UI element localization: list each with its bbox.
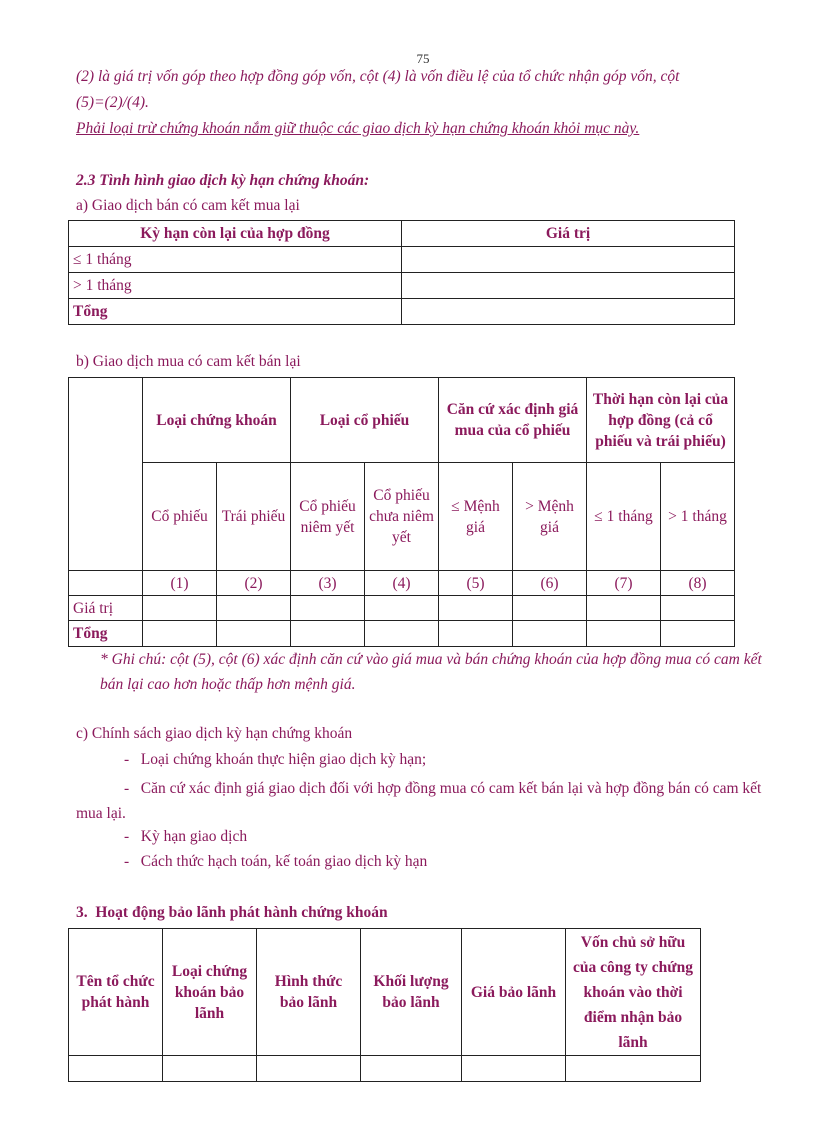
- table-b-row-total: Tổng: [69, 621, 143, 647]
- underwriting-header: Tên tổ chức phát hành: [69, 929, 163, 1056]
- bullet-dash: -: [124, 853, 130, 870]
- table-b-corner-cell: [69, 378, 143, 571]
- table-b-sub-header: Cổ phiếu niêm yết: [291, 463, 365, 571]
- table-b-col-number: (3): [291, 571, 365, 596]
- section-c-title: c) Chính sách giao dịch kỳ hạn chứng khoán: [76, 725, 353, 742]
- policy-item-3: [124, 828, 247, 846]
- table-b-cell: [365, 621, 439, 647]
- table-b-col-number: (4): [365, 571, 439, 596]
- table-b-group-price-basis: Căn cứ xác định giá mua của cổ phiếu: [439, 378, 587, 463]
- table-b-sub-header: > Mệnh giá: [513, 463, 587, 571]
- intro-line-2: (5)=(2)/(4).: [76, 94, 149, 111]
- table-b-row-value: Giá trị: [69, 596, 143, 621]
- underwriting-header: Vốn chủ sở hữu của công ty chứng khoán vào thời điểm nhận bảo lãnh: [566, 929, 701, 1056]
- page-number: 75: [416, 51, 430, 66]
- underwriting-header: Giá bảo lãnh: [462, 929, 566, 1056]
- table-b-col-number: (2): [217, 571, 291, 596]
- table-b-cell: [217, 621, 291, 647]
- table-b-group-security-type: Loại chứng khoán: [143, 378, 291, 463]
- section-b-title: b) Giao dịch mua có cam kết bán lại: [76, 353, 301, 370]
- table-b-note: * Ghi chú: cột (5), cột (6) xác định căn cứ vào giá mua và bán chứng khoán của hợp đồng mua có cam kết bán lại cao hơn hoặc thấp hơn mệnh giá.: [100, 651, 762, 693]
- table-b-cell: [513, 596, 587, 621]
- policy-item-text: Loại chứng khoán thực hiện giao dịch kỳ hạn;: [140, 751, 427, 768]
- table-b-sub-header: Cổ phiếu chưa niêm yết: [365, 463, 439, 571]
- underwriting-cell: [566, 1056, 701, 1082]
- table-b-group-stock-type: Loại cổ phiếu: [291, 378, 439, 463]
- policy-item-2: [76, 776, 776, 826]
- bullet-dash: -: [124, 828, 130, 845]
- underwriting-cell: [69, 1056, 163, 1082]
- table-b-cell: [587, 596, 661, 621]
- table-a-value-cell: [402, 299, 735, 325]
- table-a-row-label: ≤ 1 tháng: [69, 247, 402, 273]
- underwriting-header: Khối lượng bảo lãnh: [361, 929, 462, 1056]
- table-b-cell: [143, 621, 217, 647]
- section-2-3-title: 2.3 Tình hình giao dịch kỳ hạn chứng khoán:: [76, 172, 370, 189]
- table-b-cell: [587, 621, 661, 647]
- table-a-header-value: Giá trị: [402, 221, 735, 247]
- table-b-sub-header: Trái phiếu: [217, 463, 291, 571]
- table-b-cell: [661, 621, 735, 647]
- table-b-col-number: (1): [143, 571, 217, 596]
- table-b-number-row-label: [69, 571, 143, 596]
- table-b-cell: [217, 596, 291, 621]
- table-b-group-remaining-term: Thời hạn còn lại của hợp đồng (cả cổ phiếu và trái phiếu): [587, 378, 735, 463]
- bullet-dash: -: [124, 751, 130, 768]
- underwriting-header: Loại chứng khoán bảo lãnh: [163, 929, 257, 1056]
- table-a-value-cell: [402, 273, 735, 299]
- underwriting-header: Hình thức bảo lãnh: [257, 929, 361, 1056]
- policy-item-1: [124, 751, 426, 769]
- table-a: [68, 220, 735, 325]
- policy-item-text: Căn cứ xác định giá giao dịch đối với hợp đồng mua có cam kết bán lại và hợp đồng bán có cam kết mua lại.: [76, 780, 762, 822]
- table-b-sub-header: > 1 tháng: [661, 463, 735, 571]
- underwriting-cell: [361, 1056, 462, 1082]
- table-b-cell: [291, 621, 365, 647]
- table-a-header-term: Kỳ hạn còn lại của hợp đồng: [69, 221, 402, 247]
- section-3-title: 3. Hoạt động bảo lãnh phát hành chứng khoán: [76, 904, 388, 921]
- section-a-title: a) Giao dịch bán có cam kết mua lại: [76, 197, 300, 214]
- table-b: [68, 377, 735, 647]
- table-b-sub-header: Cổ phiếu: [143, 463, 217, 571]
- policy-item-text: Kỳ hạn giao dịch: [140, 828, 248, 845]
- table-b-cell: [143, 596, 217, 621]
- table-a-value-cell: [402, 247, 735, 273]
- intro-line-1: (2) là giá trị vốn góp theo hợp đồng góp vốn, cột (4) là vốn điều lệ của tổ chức nhận góp vốn, cột: [76, 68, 680, 85]
- table-b-cell: [439, 621, 513, 647]
- table-b-cell: [291, 596, 365, 621]
- underwriting-cell: [462, 1056, 566, 1082]
- table-b-cell: [365, 596, 439, 621]
- table-b-col-number: (5): [439, 571, 513, 596]
- intro-line-3: Phải loại trừ chứng khoán nắm giữ thuộc các giao dịch kỳ hạn chứng khoán khỏi mục này.: [76, 120, 640, 137]
- table-b-sub-header: ≤ 1 tháng: [587, 463, 661, 571]
- table-a-row-label: > 1 tháng: [69, 273, 402, 299]
- table-b-cell: [439, 596, 513, 621]
- bullet-dash: -: [124, 780, 130, 797]
- table-b-cell: [661, 596, 735, 621]
- underwriting-table: [68, 928, 701, 1082]
- table-b-col-number: (6): [513, 571, 587, 596]
- table-b-cell: [513, 621, 587, 647]
- table-b-col-number: (8): [661, 571, 735, 596]
- policy-item-4: [124, 853, 427, 871]
- underwriting-cell: [163, 1056, 257, 1082]
- underwriting-cell: [257, 1056, 361, 1082]
- table-a-row-total: Tổng: [69, 299, 402, 325]
- table-b-sub-header: ≤ Mệnh giá: [439, 463, 513, 571]
- policy-item-text: Cách thức hạch toán, kế toán giao dịch kỳ hạn: [140, 853, 428, 870]
- table-b-col-number: (7): [587, 571, 661, 596]
